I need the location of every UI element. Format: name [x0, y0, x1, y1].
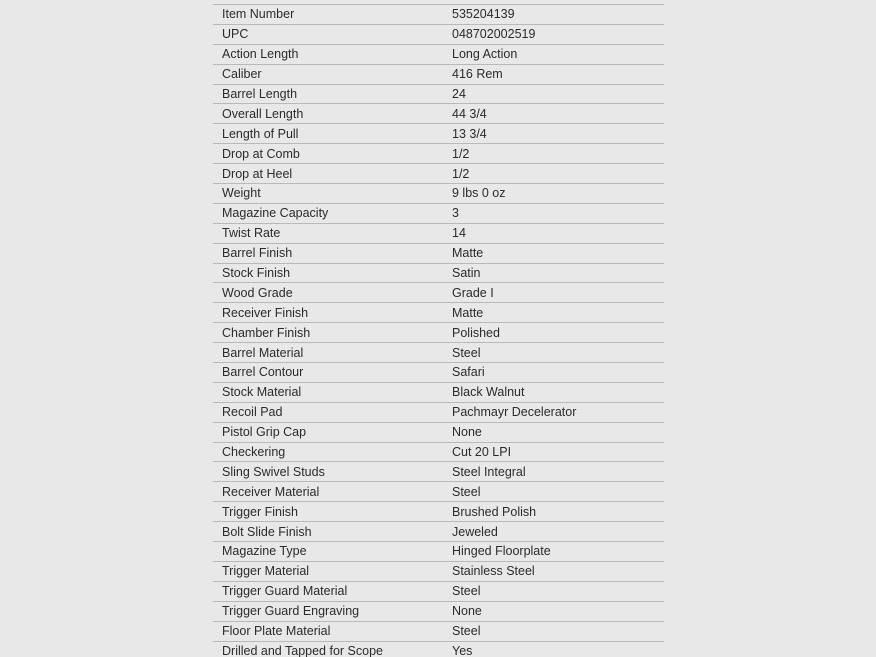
table-row: [213, 581, 664, 601]
table-row: [213, 303, 664, 323]
spec-value: Black Walnut: [452, 385, 525, 400]
spec-label: UPC: [222, 27, 249, 42]
spec-value: Long Action: [452, 47, 518, 62]
spec-value: Matte: [452, 305, 484, 320]
table-row: [213, 104, 664, 124]
spec-value: 535204139: [452, 7, 515, 22]
spec-value: Steel: [452, 584, 481, 599]
spec-value: None: [452, 604, 482, 619]
table-row: [213, 243, 664, 263]
table-row: [213, 561, 664, 581]
spec-label: Stock Finish: [222, 266, 291, 281]
spec-value: Stainless Steel: [452, 564, 535, 579]
spec-label: Magazine Type: [222, 544, 307, 559]
spec-label: Item Number: [222, 7, 295, 22]
spec-label: Checkering: [222, 445, 286, 460]
spec-value: Steel Integral: [452, 464, 526, 479]
table-row: [213, 203, 664, 223]
spec-value: 14: [452, 226, 466, 241]
spec-value: None: [452, 425, 482, 440]
spec-value: 3: [452, 206, 459, 221]
table-row: [213, 442, 664, 462]
spec-value: 1/2: [452, 146, 470, 161]
spec-value: Matte: [452, 246, 484, 261]
spec-label: Bolt Slide Finish: [222, 524, 312, 539]
spec-label: Drop at Heel: [222, 166, 293, 181]
spec-label: Trigger Guard Material: [222, 584, 348, 599]
table-row: [213, 422, 664, 442]
spec-value: Pachmayr Decelerator: [452, 405, 577, 420]
spec-label: Caliber: [222, 67, 262, 82]
table-row: [213, 482, 664, 502]
table-row: [213, 64, 664, 84]
spec-label: Action Length: [222, 47, 299, 62]
table-row: [213, 382, 664, 402]
specifications-table: [213, 4, 664, 657]
spec-value: Steel: [452, 484, 481, 499]
spec-value: Brushed Polish: [452, 504, 537, 519]
table-row: [213, 5, 664, 25]
spec-value: 416 Rem: [452, 67, 503, 82]
spec-label: Recoil Pad: [222, 405, 283, 420]
spec-value: Grade I: [452, 285, 494, 300]
spec-label: Pistol Grip Cap: [222, 425, 307, 440]
spec-label: Twist Rate: [222, 226, 281, 241]
table-row: [213, 84, 664, 104]
spec-label: Length of Pull: [222, 126, 299, 141]
table-row: [213, 601, 664, 621]
spec-label: Trigger Guard Engraving: [222, 604, 360, 619]
spec-label: Drilled and Tapped for Scope: [222, 643, 383, 657]
table-row: [213, 542, 664, 562]
spec-label: Chamber Finish: [222, 325, 311, 340]
table-row: [213, 363, 664, 383]
spec-value: Jeweled: [452, 524, 498, 539]
table-row: [213, 184, 664, 204]
table-row: [213, 263, 664, 283]
spec-value: Polished: [452, 325, 500, 340]
table-row: [213, 164, 664, 184]
table-row: [213, 641, 664, 657]
spec-value: Yes: [452, 643, 473, 657]
spec-label: Receiver Material: [222, 484, 320, 499]
table-row: [213, 144, 664, 164]
spec-label: Wood Grade: [222, 285, 293, 300]
table-row: [213, 323, 664, 343]
spec-label: Overall Length: [222, 106, 304, 121]
spec-label: Barrel Finish: [222, 246, 293, 261]
table-row: [213, 621, 664, 641]
spec-label: Magazine Capacity: [222, 206, 329, 221]
table-row: [213, 343, 664, 363]
spec-label: Trigger Finish: [222, 504, 298, 519]
table-row: [213, 462, 664, 482]
spec-value: 13 3/4: [452, 126, 487, 141]
spec-value: Cut 20 LPI: [452, 445, 512, 460]
spec-value: 24: [452, 87, 466, 101]
spec-value: 1/2: [452, 166, 470, 181]
spec-label: Weight: [222, 186, 261, 201]
spec-value: Hinged Floorplate: [452, 544, 551, 559]
table-row: [213, 124, 664, 144]
table-row: [213, 24, 664, 44]
spec-label: Stock Material: [222, 385, 302, 400]
table-row: [213, 44, 664, 64]
spec-label: Barrel Material: [222, 345, 304, 360]
table-row: [213, 522, 664, 542]
spec-value: 9 lbs 0 oz: [452, 186, 506, 201]
spec-label: Trigger Material: [222, 564, 310, 579]
spec-value: 048702002519: [452, 27, 536, 42]
spec-value: Satin: [452, 266, 481, 281]
spec-label: Receiver Finish: [222, 305, 309, 320]
specifications-body: [213, 5, 664, 657]
spec-value: Safari: [452, 365, 485, 380]
spec-label: Barrel Length: [222, 87, 298, 101]
spec-value: 44 3/4: [452, 106, 487, 121]
table-row: [213, 502, 664, 522]
table-row: [213, 223, 664, 243]
table-row: [213, 402, 664, 422]
spec-label: Barrel Contour: [222, 365, 304, 380]
table-row: [213, 283, 664, 303]
spec-value: Steel: [452, 345, 481, 360]
spec-label: Floor Plate Material: [222, 624, 331, 639]
spec-value: Steel: [452, 624, 481, 639]
spec-label: Sling Swivel Studs: [222, 464, 325, 479]
spec-label: Drop at Comb: [222, 146, 300, 161]
